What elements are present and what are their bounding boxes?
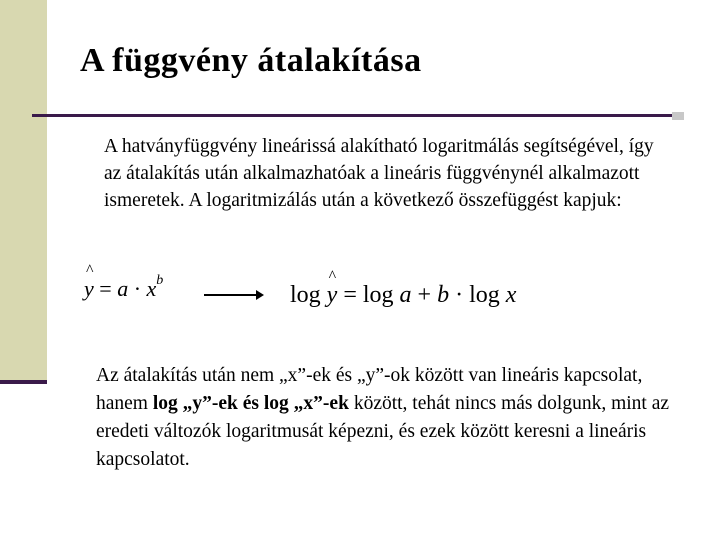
formula-exponent-b: b [156,272,164,288]
left-decor-accent [0,380,47,384]
formula-dot-log: · log [449,282,506,308]
formula-equals-log: = log [337,282,400,308]
left-decor-bar [0,0,47,382]
title-divider-tail [672,112,684,120]
formula-x: x [505,282,517,308]
formula-equals: = [93,276,118,301]
slide-title: A függvény átalakítása [80,42,422,79]
formula-x: x [146,276,157,301]
log-linear-formula [290,282,516,309]
formula-a: a [117,276,129,301]
formula-dot: · [128,276,147,301]
right-arrow-icon [204,294,262,296]
explanation-bold: log „y”-ek és log „x”-ek [152,393,349,414]
formula-plus: + [411,282,438,308]
title-divider [32,114,672,117]
intro-paragraph: A hatványfüggvény lineárissá alakítható logaritmálás segítségével, így az átalakítás után alkalmazhatóak a lineáris függvénynél alkalmazott ismeretek. A logaritmizálás után a következő összefüggést kapjuk: [104,136,654,211]
formula-a: a [399,282,412,308]
power-function-formula [84,272,164,302]
formula-b: b [437,282,450,308]
formula-y-hat: ^ y [327,282,338,309]
explanation-paragraph [96,362,696,474]
explanation-part1: Az átalakítás után nem „x”-ek és „y”-ok között van lineáris kapcsolat, hanem [96,365,643,414]
formula-y-hat: ^ y [84,276,94,302]
explanation-part2: között, tehát nincs más dolgunk, mint az eredeti változók logaritmusát képezni, és ezek között keresni a lineáris kapcsolatot. [96,393,670,470]
formula-log: log [290,282,327,308]
